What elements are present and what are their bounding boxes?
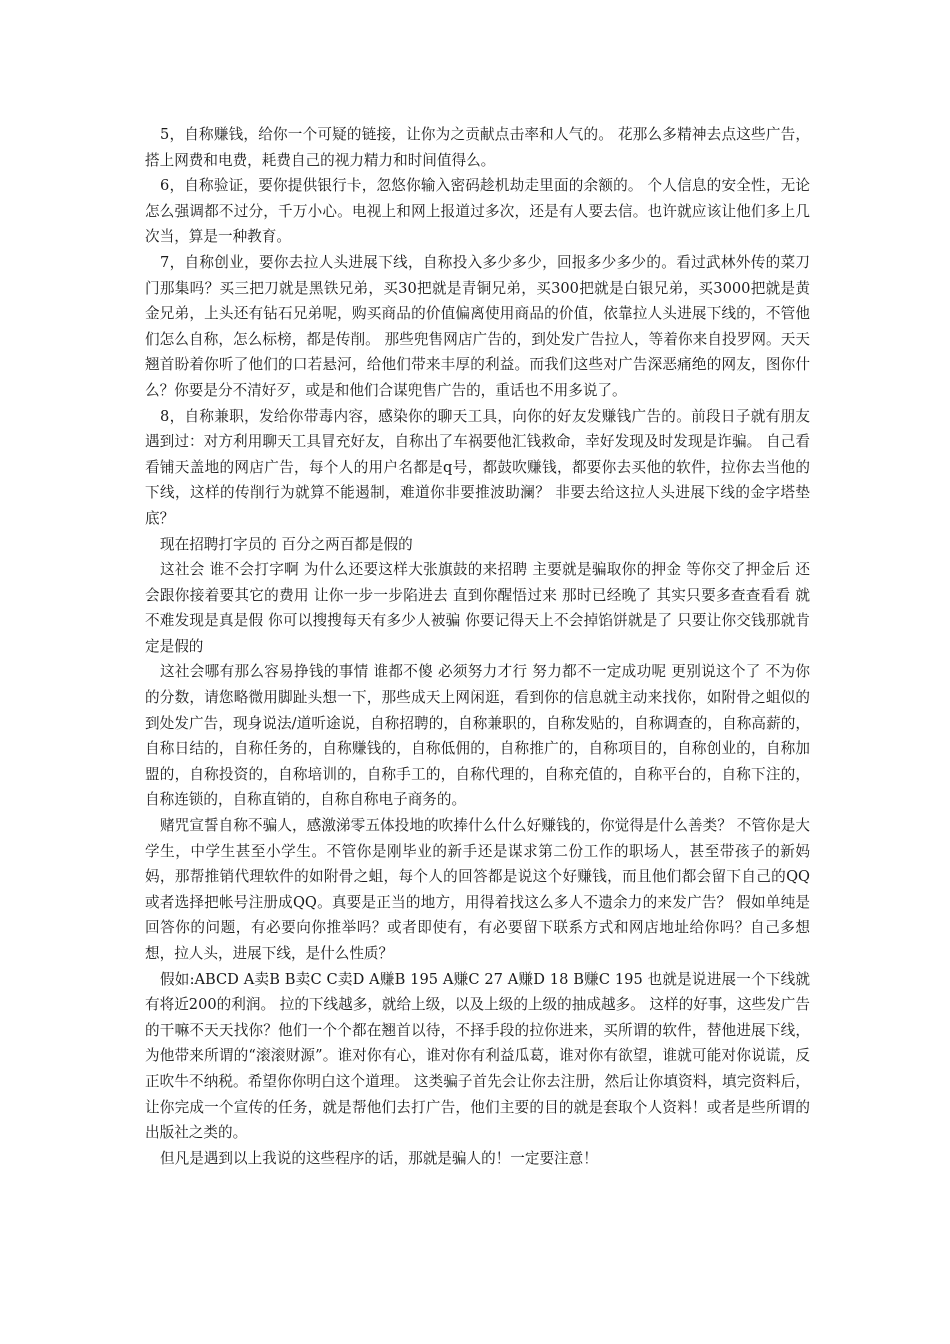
paragraph-item-7: 7，自称创业，要你去拉人头进展下线，自称投入多少多少，回报多少多少的。看过武林外传的菜刀门那集吗？买三把刀就是黑铁兄弟，买30把就是青铜兄弟，买300把就是白银兄弟，买3000把就是黄金兄弟，上头还有钻石兄弟呢，购买商品的价值偏离使用商品的价值，依靠拉人头进展下线的，不管他们怎么自称，怎么标榜，都是传削。 那些兜售网店广告的，到处发广告拉人，等着你来自投罗网。天天翘首盼着你听了他们的口若悬河，给他们带来丰厚的利益。而我们这些对广告深恶痛绝的网友，图你什么？你要是分不清好歹，或是和他们合谋兜售广告的，重话也不用多说了。 bbox=[145, 253, 810, 399]
paragraph-item-5: 5，自称赚钱，给你一个可疑的链接，让你为之贡献点击率和人气的。 花那么多精神去点这些广告，搭上网费和电费，耗费自己的视力精力和时间值得么。 bbox=[145, 126, 810, 169]
paragraph-warning: 但凡是遇到以上我说的这些程序的话，那就是骗人的！一定要注意！ bbox=[160, 1149, 598, 1167]
paragraph-example: 假如:ABCD A卖B B卖C C卖D A赚B 195 A赚C 27 A赚D 18 B赚C 195 也就是说进展一个下线就有将近200的利润。 拉的下线越多，就给上级，以及上级的上级的抽成越多。 这样的好事，这些发广告的干嘛不天天找你？他们一个个都在翘首以待，不择手段的拉你进来，买所谓的软件，替他进展下线，为他带来所谓的“滚滚财源”。谁对你有心，谁对你有利益瓜葛，谁对你有欲望，谁就可能对你说谎，反正吹牛不纳税。希望你你明白这个道理。 这类骗子首先会让你去注册，然后让你填资料，填完资料后，让你完成一个宣传的任务，就是帮他们去打广告，他们主要的目的就是套取个人资料！或者是些所谓的出版社之类的。 bbox=[145, 970, 810, 1142]
paragraph-item-6: 6，自称验证，要你提供银行卡，忽悠你输入密码趁机劫走里面的余额的。 个人信息的安全性，无论怎么强调都不过分，千万小心。电视上和网上报道过多次，还是有人要去信。也许就应该让他们多上几次当，算是一种教育。 bbox=[145, 177, 810, 246]
paragraph-swear: 赌咒宣誓自称不骗人，感激涕零五体投地的吹捧什么什么好赚钱的，你觉得是什么善类？ 不管你是大学生，中学生甚至小学生。不管你是刚毕业的新手还是谋求第二份工作的职场人，甚至带孩子的新妈妈，那帮推销代理软件的如附骨之蛆，每个人的回答都是说这个好赚钱，而且他们都会留下自己的QQ 或者选择把帐号注册成QQ。真要是正当的地方，用得着找这么多人不遗余力的来发广告？ 假如单纯是回答你的问题，有必要向你推举吗？或者即使有，有必要留下联系方式和网店地址给你吗？自己多想想，拉人头，进展下线，是什么性质？ bbox=[145, 817, 810, 962]
document-body bbox=[145, 122, 810, 1171]
paragraph-easy-money: 这社会哪有那么容易挣钱的事情 谁都不傻 必须努力才行 努力都不一定成功呢 更别说这个了 不为你的分数，请您略微用脚趾头想一下，那些成天上网闲逛，看到你的信息就主动来找你，如附骨之蛆似的到处发广告，现身说法/道听途说，自称招聘的，自称兼职的，自称发贴的，自称调查的，自称高薪的，自称日结的，自称任务的，自称赚钱的，自称低佣的，自称推广的，自称项目的，自称创业的，自称加盟的，自称投资的，自称培训的，自称手工的，自称代理的，自称充值的，自称平台的，自称下注的，自称连锁的，自称直销的，自称自称电子商务的。 bbox=[145, 663, 810, 809]
paragraph-typist-heading: 现在招聘打字员的 百分之两百都是假的 bbox=[160, 535, 413, 553]
paragraph-item-8: 8，自称兼职，发给你带毒内容，感染你的聊天工具，向你的好友发赚钱广告的。前段日子就有朋友遇到过：对方利用聊天工具冒充好友，自称出了车祸要他汇钱救命，幸好发现及时发现是诈骗。 自己看看铺天盖地的网店广告，每个人的用户名都是q号，都鼓吹赚钱，都要你去买他的软件，拉你去当他的下线，这样的传削行为就算不能遏制，难道你非要推波助澜？ 非要去给这拉人头进展下线的金字塔垫底？ bbox=[145, 407, 810, 527]
paragraph-typist-scam: 这社会 谁不会打字啊 为什么还要这样大张旗鼓的来招聘 主要就是骗取你的押金 等你交了押金后 还会跟你接着要其它的费用 让你一步一步陷进去 直到你醒悟过来 那时已经晚了 其实只要多查查看看 就不难发现是真是假 你可以搜搜每天有多少人被骗 你要记得天上不会掉馅饼就是了 只要让你交钱那就肯定是假的 bbox=[145, 561, 810, 655]
